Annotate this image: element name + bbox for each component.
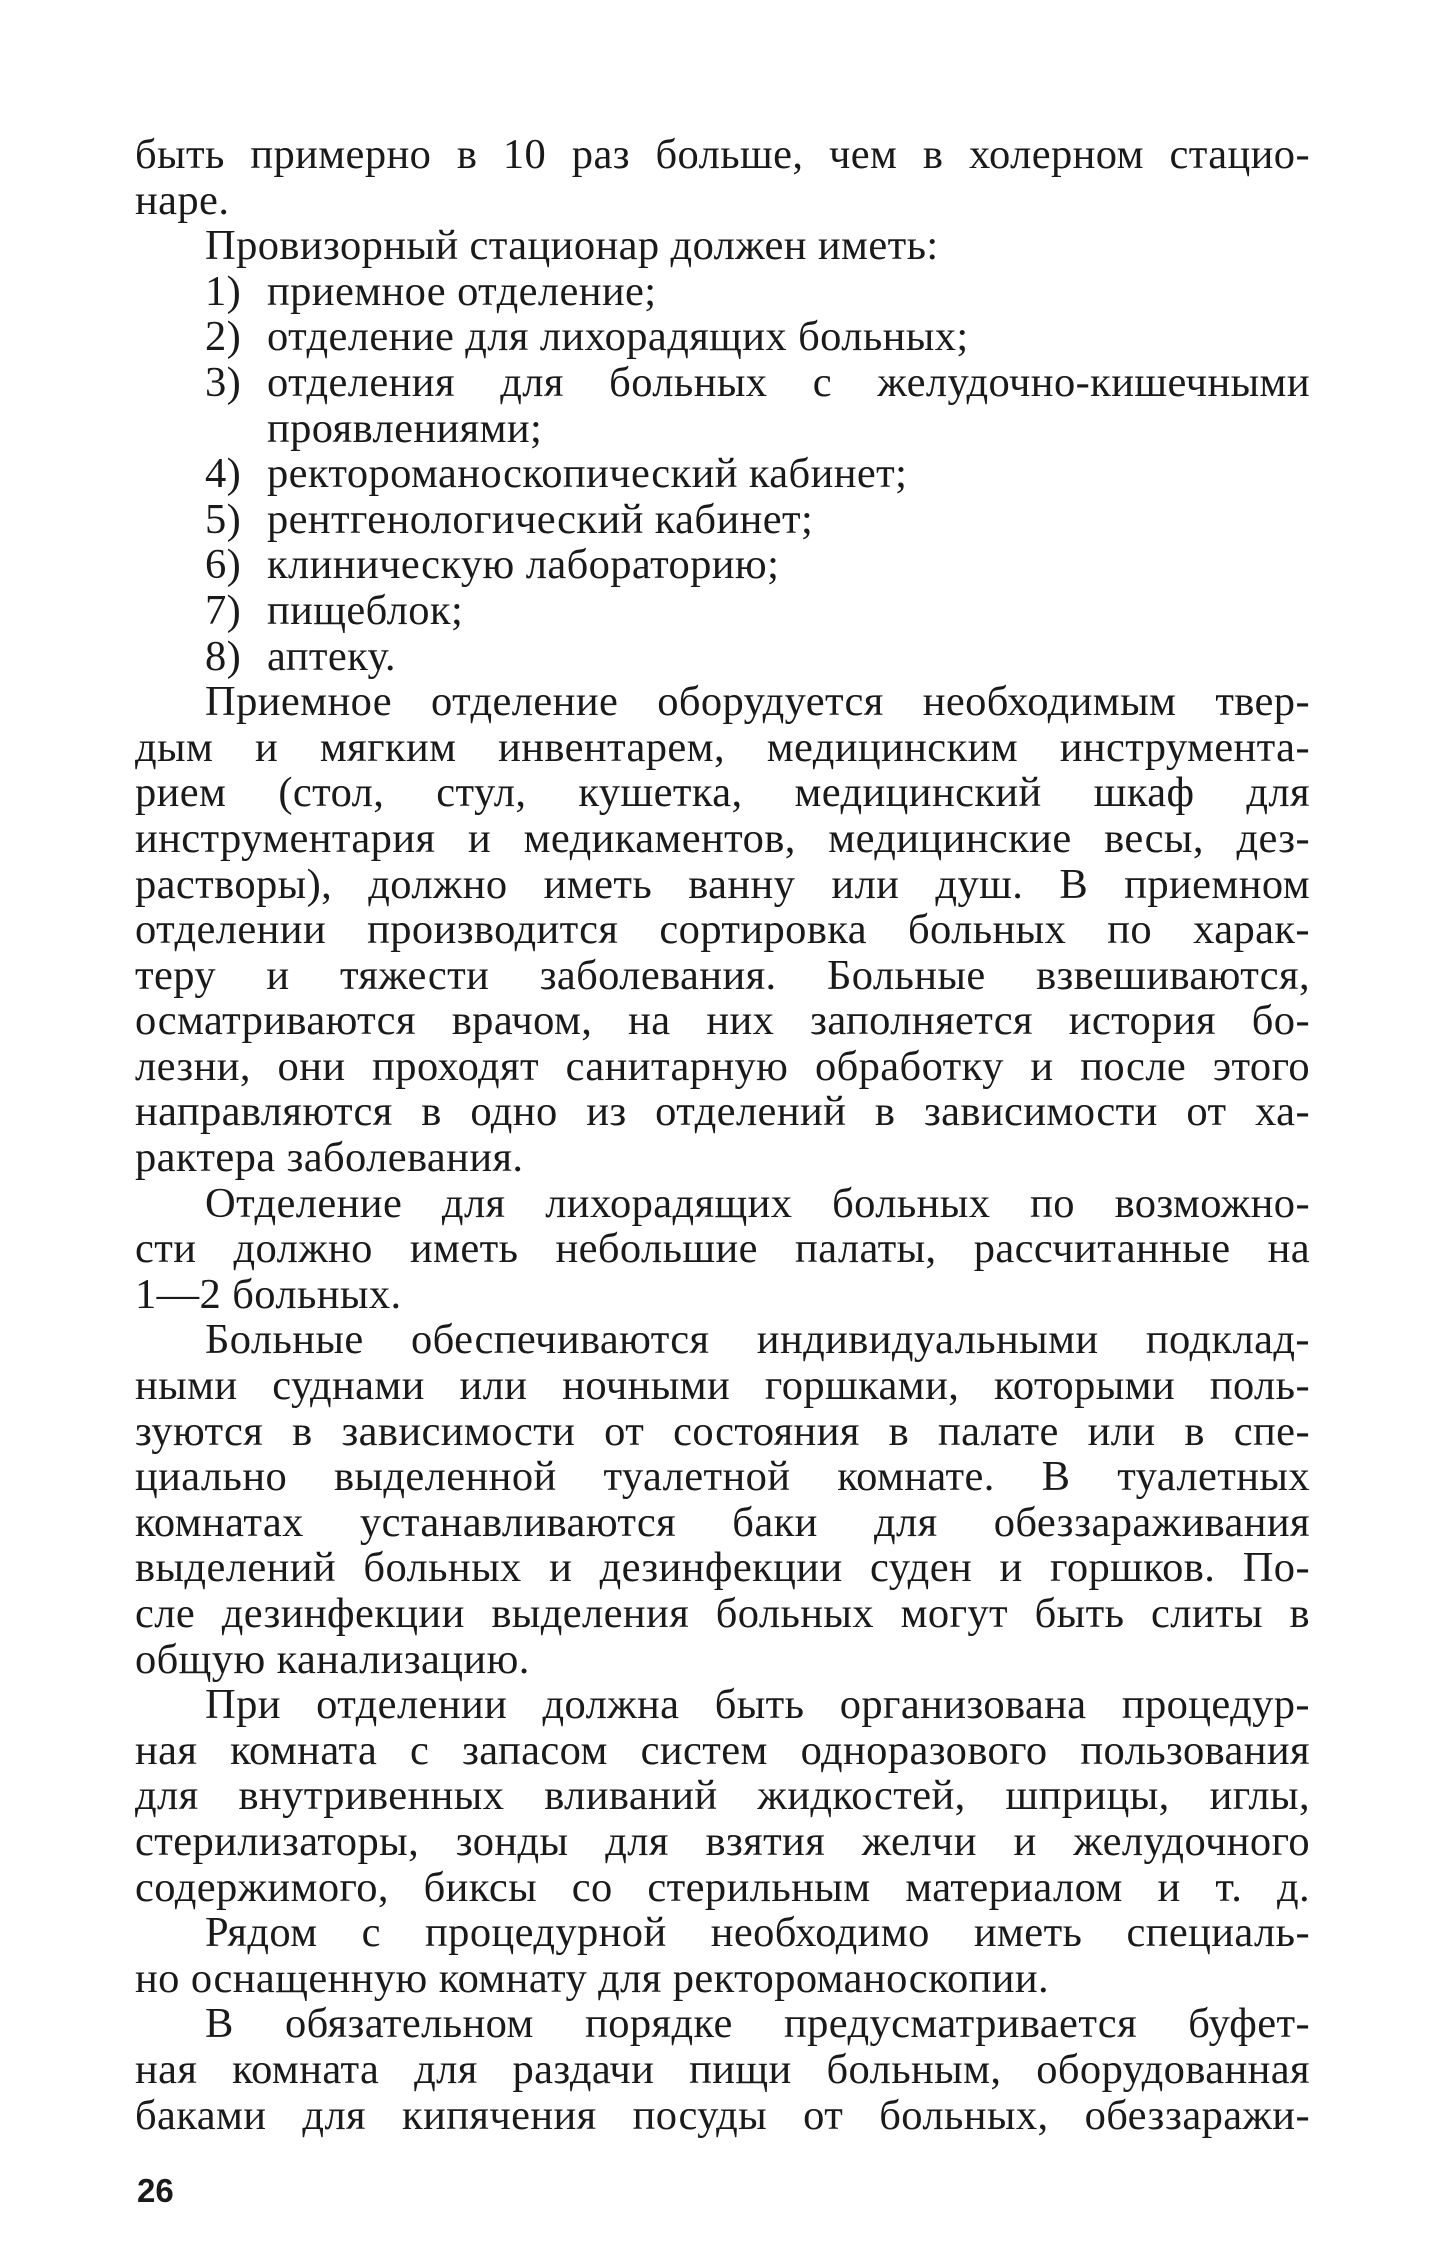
line-text: сле дезинфекции выделения больных могут быть слиты в bbox=[135, 1590, 1310, 1637]
text-line bbox=[135, 178, 1310, 224]
text-line bbox=[135, 1637, 1310, 1683]
line-text: Приемное отделение оборудуется необходимым твер- bbox=[205, 678, 1310, 726]
text-line bbox=[135, 1135, 1310, 1181]
line-text: В обязательном порядке предусматривается буфет- bbox=[205, 2000, 1310, 2048]
line-text: дым и мягким инвентарем, медицинским инструмента- bbox=[135, 723, 1310, 771]
text-line bbox=[135, 816, 1310, 862]
line-text: инструментария и медикаментов, медицинские весы, дез- bbox=[135, 814, 1310, 862]
list-item bbox=[135, 360, 1310, 406]
text-line bbox=[135, 1819, 1310, 1865]
line-text: зуются в зависимости от состояния в палате или в спе- bbox=[135, 1407, 1310, 1455]
line-text: Провизорный стационар должен иметь: bbox=[205, 222, 939, 270]
line-text: отделение для лихорадящих больных; bbox=[267, 313, 969, 361]
text-line bbox=[135, 1089, 1310, 1135]
line-text: ная комната с запасом систем одноразового пользования bbox=[135, 1726, 1310, 1774]
list-item-number: 2) bbox=[205, 313, 242, 361]
text-line bbox=[135, 1545, 1310, 1591]
line-text: быть примерно в 10 раз больше, чем в холерном стацио- bbox=[135, 131, 1310, 178]
line-text: осматриваются врачом, на них заполняется история бо- bbox=[135, 997, 1310, 1045]
text-line bbox=[135, 2093, 1310, 2139]
line-text: ректороманоскопический кабинет; bbox=[267, 450, 908, 498]
list-item bbox=[135, 314, 1310, 360]
page-body bbox=[135, 132, 1310, 2138]
list-item bbox=[135, 588, 1310, 634]
text-line bbox=[135, 862, 1310, 908]
text-line bbox=[135, 907, 1310, 953]
text-line bbox=[135, 1728, 1310, 1774]
line-text: Рядом с процедурной необходимо иметь специаль- bbox=[205, 1909, 1310, 1957]
line-text: проявлениями; bbox=[267, 404, 543, 452]
list-item-number: 7) bbox=[205, 586, 242, 634]
text-line bbox=[135, 1591, 1310, 1637]
line-text: 1—2 больных. bbox=[135, 1270, 402, 1318]
text-line bbox=[135, 1865, 1310, 1911]
line-text: для внутривенных вливаний жидкостей, шприцы, иглы, bbox=[135, 1772, 1310, 1820]
line-text: Отделение для лихорадящих больных по возможно- bbox=[205, 1179, 1310, 1227]
text-line bbox=[135, 1910, 1310, 1956]
list-item-number: 3) bbox=[205, 358, 242, 406]
text-line bbox=[135, 132, 1310, 178]
text-line bbox=[135, 223, 1310, 269]
line-text: но оснащенную комнату для ректороманоскопии. bbox=[135, 1954, 1050, 2002]
list-item bbox=[135, 497, 1310, 543]
text-line bbox=[135, 770, 1310, 816]
line-text: Больные обеспечиваются индивидуальными подклад- bbox=[205, 1316, 1310, 1364]
list-item-number: 5) bbox=[205, 495, 242, 543]
line-text: приемное отделение; bbox=[267, 267, 657, 315]
text-line bbox=[135, 679, 1310, 725]
text-line bbox=[135, 1226, 1310, 1272]
line-text: рактера заболевания. bbox=[135, 1134, 524, 1182]
line-text: рентгенологический кабинет; bbox=[267, 495, 814, 543]
list-item-number: 6) bbox=[205, 541, 242, 589]
line-text: комнатах устанавливаются баки для обеззараживания bbox=[135, 1498, 1310, 1546]
line-text: растворы), должно иметь ванну или душ. В приемном bbox=[135, 860, 1310, 908]
line-text: отделении производится сортировка больных по харак- bbox=[135, 906, 1310, 954]
list-item-number: 1) bbox=[205, 267, 242, 315]
line-text: При отделении должна быть организована процедур- bbox=[205, 1681, 1310, 1729]
text-line bbox=[135, 1454, 1310, 1500]
list-item bbox=[135, 542, 1310, 588]
line-text: аптеку. bbox=[267, 632, 396, 680]
line-text: клиническую лабораторию; bbox=[267, 541, 780, 589]
list-item bbox=[135, 451, 1310, 497]
text-line bbox=[135, 1956, 1310, 2002]
line-text: направляются в одно из отделений в зависимости от ха- bbox=[135, 1088, 1310, 1136]
line-text: циально выделенной туалетной комнате. В туалетных bbox=[135, 1453, 1310, 1501]
list-item bbox=[135, 269, 1310, 315]
line-text: теру и тяжести заболевания. Больные взвешиваются, bbox=[135, 951, 1310, 999]
text-line bbox=[135, 1773, 1310, 1819]
list-item bbox=[135, 634, 1310, 680]
text-line bbox=[135, 406, 1310, 452]
line-text: пищеблок; bbox=[267, 586, 464, 634]
line-text: ная комната для раздачи пищи больным, оборудованная bbox=[135, 2045, 1310, 2093]
line-text: выделений больных и дезинфекции суден и горшков. По- bbox=[135, 1544, 1310, 1592]
line-text: рием (стол, стул, кушетка, медицинский шкаф для bbox=[135, 769, 1310, 817]
text-line bbox=[135, 1317, 1310, 1363]
line-text: сти должно иметь небольшие палаты, рассчитанные на bbox=[135, 1225, 1310, 1273]
line-text: баками для кипячения посуды от больных, обеззаражи- bbox=[135, 2091, 1310, 2139]
line-text: стерилизаторы, зонды для взятия желчи и желудочного bbox=[135, 1817, 1310, 1865]
line-text: лезни, они проходят санитарную обработку и после этого bbox=[135, 1042, 1310, 1090]
line-text: общую канализацию. bbox=[135, 1635, 530, 1683]
list-item-number: 8) bbox=[205, 632, 242, 680]
text-line bbox=[135, 725, 1310, 771]
text-line bbox=[135, 2001, 1310, 2047]
text-line bbox=[135, 1044, 1310, 1090]
line-text: ными суднами или ночными горшками, которыми поль- bbox=[135, 1362, 1310, 1410]
list-item-number: 4) bbox=[205, 450, 242, 498]
text-line bbox=[135, 1181, 1310, 1227]
line-text: наре. bbox=[135, 176, 230, 224]
text-line bbox=[135, 1500, 1310, 1546]
text-line bbox=[135, 1409, 1310, 1455]
text-line bbox=[135, 2047, 1310, 2093]
text-line bbox=[135, 1363, 1310, 1409]
page-number: 26 bbox=[137, 2172, 174, 2209]
text-line bbox=[135, 953, 1310, 999]
line-text: отделения для больных с желудочно-кишечными bbox=[267, 358, 1310, 406]
text-line bbox=[135, 998, 1310, 1044]
text-line bbox=[135, 1682, 1310, 1728]
text-line bbox=[135, 1272, 1310, 1318]
line-text: содержимого, биксы со стерильным материалом и т. д. bbox=[135, 1863, 1310, 1911]
